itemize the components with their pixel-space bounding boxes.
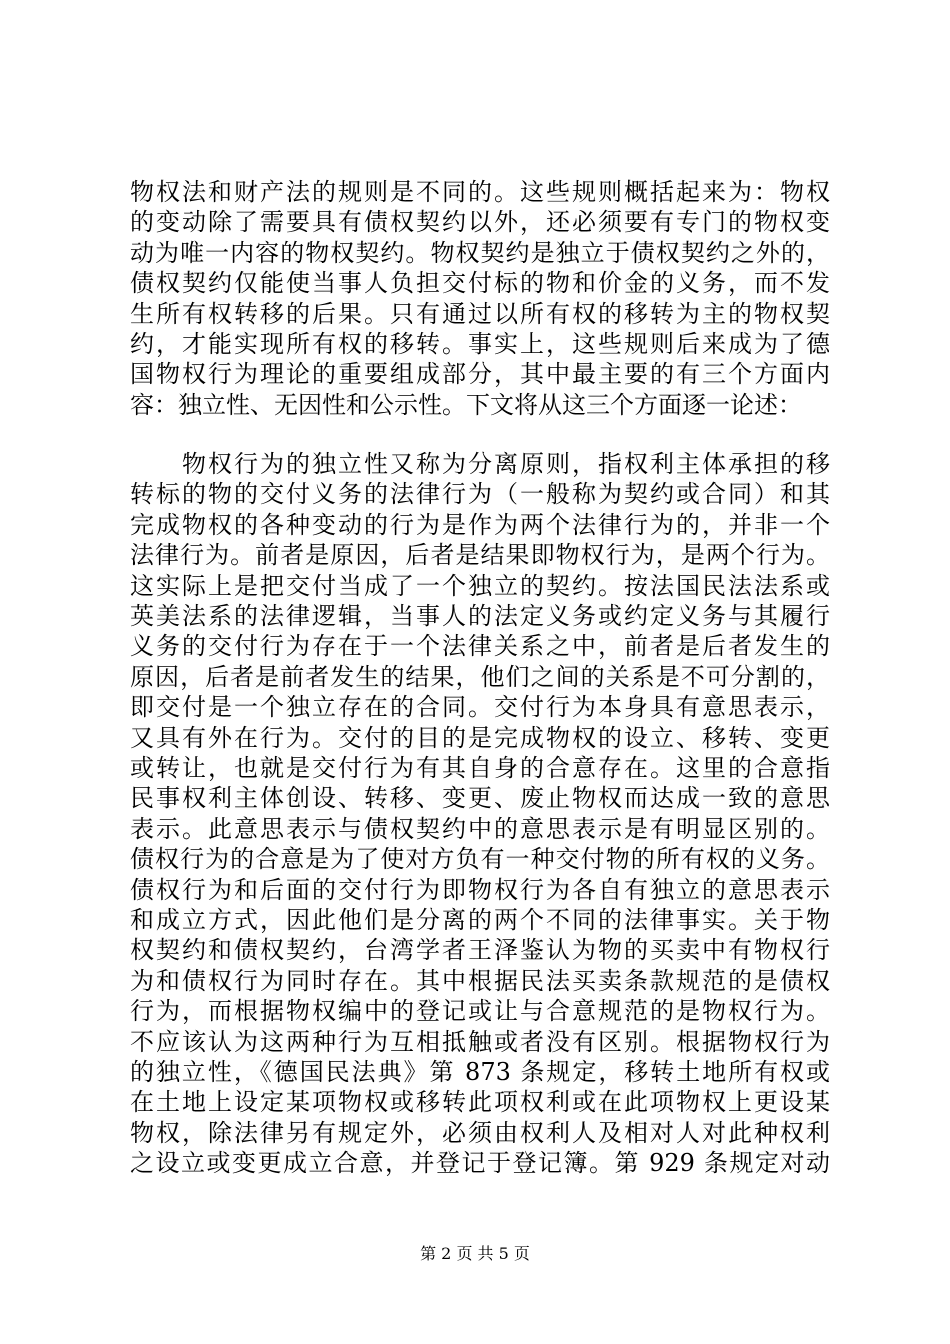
text-line: 这实际上是把交付当成了一个独立的契约。按法国民法法系或 <box>130 571 830 600</box>
text-line: 不应该认为这两种行为互相抵触或者没有区别。根据物权行为 <box>130 1027 830 1056</box>
text-line: 的独立性，《德国民法典》第 873 条规定，移转土地所有权或 <box>130 1058 830 1086</box>
text-line: 民事权利主体创设、转移、变更、废止物权而达成一致的意思 <box>130 784 830 813</box>
text-line: 物权法和财产法的规则是不同的。这些规则概括起来为：物权 <box>130 178 830 206</box>
page-number-footer: 第 2 页 共 5 页 <box>420 1244 530 1263</box>
text-line: 行为，而根据物权编中的登记或让与合意规范的是物权行为。 <box>130 997 830 1026</box>
text-line: 又具有外在行为。交付的目的是完成物权的设立、移转、变更 <box>130 723 830 752</box>
text-line: 动为唯一内容的物权契约。物权契约是独立于债权契约之外的， <box>130 238 830 267</box>
text-line: 义务的交付行为存在于一个法律关系之中，前者是后者发生的 <box>130 632 830 661</box>
text-line: 权契约和债权契约，台湾学者王泽鉴认为物的买卖中有物权行 <box>130 936 830 965</box>
text-line: 即交付是一个独立存在的合同。交付行为本身具有意思表示， <box>130 693 830 722</box>
text-line: 转标的物的交付义务的法律行为（一般称为契约或合同）和其 <box>130 480 830 509</box>
text-line: 英美法系的法律逻辑，当事人的法定义务或约定义务与其履行 <box>130 602 830 630</box>
text-line: 原因，后者是前者发生的结果，他们之间的关系是不可分割的， <box>130 662 830 691</box>
text-line: 法律行为。前者是原因，后者是结果即物权行为，是两个行为。 <box>130 541 830 570</box>
text-line: 的变动除了需要具有债权契约以外，还必须要有专门的物权变 <box>130 208 830 237</box>
text-line: 容：独立性、无因性和公示性。下文将从这三个方面逐一论述： <box>130 390 802 419</box>
text-line: 或转让，也就是交付行为有其自身的合意存在。这里的合意指 <box>130 754 830 782</box>
text-line: 约，才能实现所有权的移转。事实上，这些规则后来成为了德 <box>130 330 830 358</box>
text-line: 债权行为的合意是为了使对方负有一种交付物的所有权的义务。 <box>130 845 830 874</box>
text-line: 国物权行为理论的重要组成部分，其中最主要的有三个方面内 <box>130 360 830 389</box>
text-line: 物权，除法律另有规定外，必须由权利人及相对人对此种权利 <box>130 1118 830 1147</box>
text-line: 和成立方式，因此他们是分离的两个不同的法律事实。关于物 <box>130 906 830 934</box>
text-line: 完成物权的各种变动的行为是作为两个法律行为的，并非一个 <box>130 510 830 539</box>
text-line: 债权契约仅能使当事人负担交付标的物和价金的义务，而不发 <box>130 269 830 298</box>
text-line: 表示。此意思表示与债权契约中的意思表示是有明显区别的。 <box>130 814 830 843</box>
text-line: 之设立或变更成立合意，并登记于登记簿。第 929 条规定对动 <box>130 1149 830 1178</box>
text-line: 生所有权转移的后果。只有通过以所有权的移转为主的物权契 <box>130 299 830 328</box>
text-line: 为和债权行为同时存在。其中根据民法买卖条款规范的是债权 <box>130 966 830 995</box>
text-line: 物权行为的独立性又称为分离原则，指权利主体承担的移 <box>182 450 830 478</box>
text-line: 在土地上设定某项物权或移转此项权利或在此项物权上更设某 <box>130 1088 830 1117</box>
text-line: 债权行为和后面的交付行为即物权行为各自有独立的意思表示 <box>130 875 830 904</box>
